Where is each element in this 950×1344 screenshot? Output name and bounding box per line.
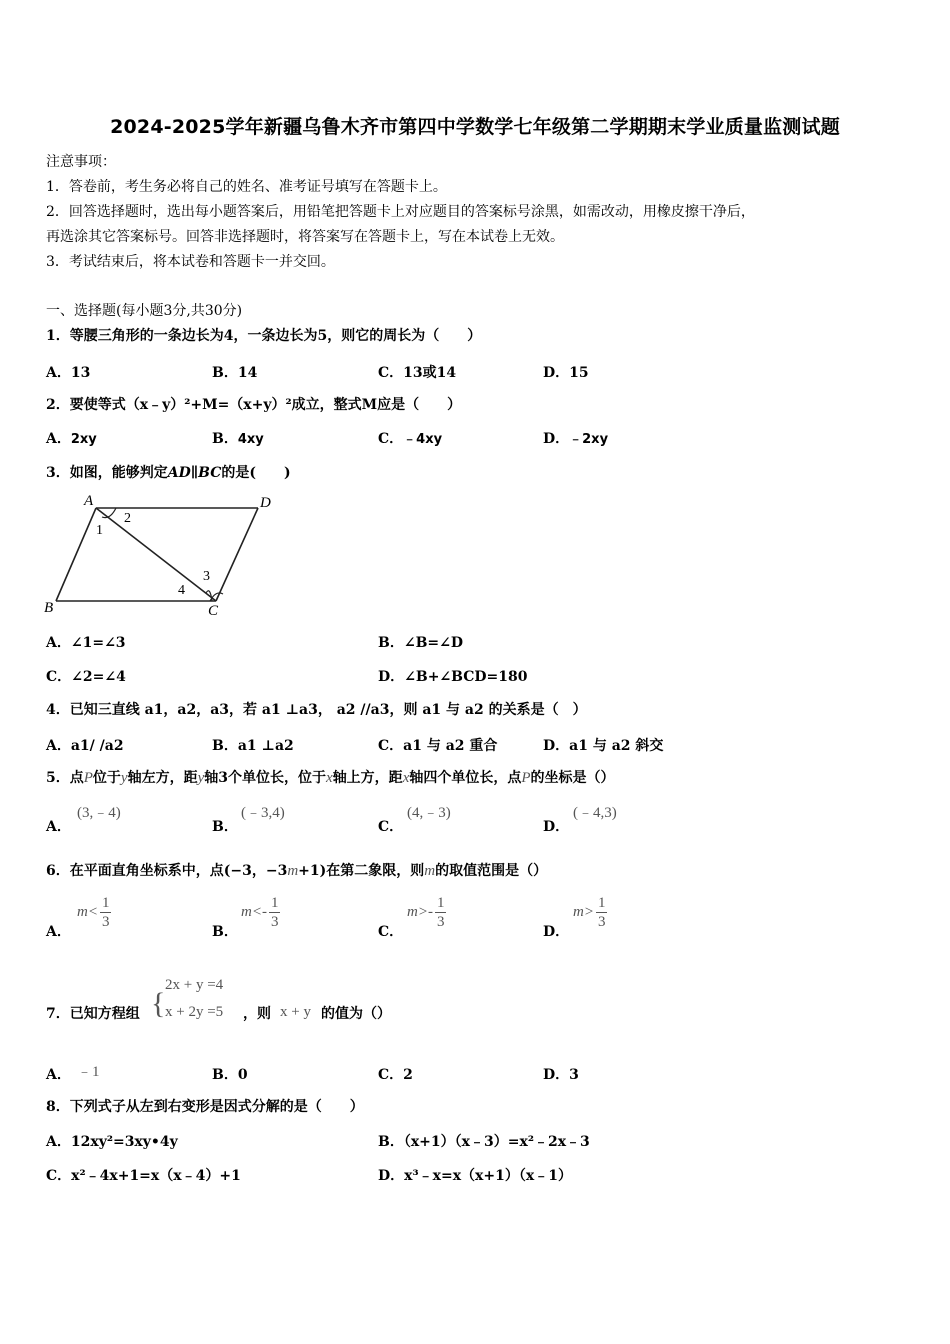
q2-option-d: ﹣2xy — [569, 432, 609, 447]
q6-stem — [46, 861, 547, 881]
q4-option-b: B．a1 ⊥a2 — [212, 738, 294, 754]
q1-option-b: B．14 — [212, 365, 258, 381]
q6-option-b-num: 1 — [270, 895, 279, 911]
fig-label-b: B — [44, 600, 54, 616]
fig-label-d: D — [260, 495, 271, 511]
q6-option-c-num: 1 — [436, 895, 445, 911]
notice-item-1: 1．答卷前，考生务必将自己的姓名、准考证号填写在答题卡上。 — [46, 179, 447, 195]
q2-option-a-label: A． — [46, 431, 71, 447]
q8-stem: 8．下列式子从左到右变形是因式分解的是（ ） — [46, 1099, 364, 1115]
q6-option-b-den: 3 — [270, 914, 279, 930]
q6-var-m: m — [287, 863, 299, 879]
q3-figure — [40, 490, 280, 620]
q7-brace: { — [151, 987, 166, 1020]
q7-option-c: C．2 — [378, 1067, 413, 1083]
q2-stem: 2．要使等式（x﹣y）²+M=（x+y）²成立，整式M应是（ ） — [46, 397, 462, 413]
q6-stem-part-2: +1)在第二象限，则 — [298, 863, 425, 879]
q2-option-c-label: C． — [378, 431, 404, 447]
fig-side-ab — [56, 508, 96, 601]
q7-option-d: D．3 — [543, 1067, 579, 1083]
q8-option-c: C．x²﹣4x+1=x（x﹣4）+1 — [46, 1168, 241, 1184]
fig-angle-2: 2 — [124, 511, 131, 526]
q6-option-d-den: 3 — [597, 914, 606, 930]
q1-option-d: D．15 — [543, 365, 589, 381]
notice-heading: 注意事项： — [46, 154, 116, 170]
q6-var-m-2: m — [424, 863, 436, 879]
fig-angle-3: 3 — [203, 569, 210, 584]
q1-option-a: A．13 — [46, 365, 91, 381]
q2-option-b-label: B． — [212, 431, 238, 447]
q3-stem-relation: AD∥BC — [167, 465, 222, 481]
q3-option-a: A．∠1=∠3 — [46, 635, 126, 651]
q6-option-b-rel: m<- — [241, 904, 267, 920]
q5-var-x-2: x — [402, 770, 410, 786]
q4-stem: 4．已知三直线 a1，a2，a3，若 a1 ⊥a3， a2 //a3，则 a1 与 a2 的关系是（ ） — [46, 702, 587, 718]
q7-equation-1: 2x + y =4 — [165, 977, 224, 993]
q6-option-c-rel: m>- — [407, 904, 433, 920]
fig-diagonal-ac — [96, 508, 216, 601]
fig-label-c: C — [208, 603, 219, 619]
q6-option-d-rel: m> — [573, 904, 594, 920]
q5-stem-part-2: 位于 — [92, 770, 121, 786]
q6-option-d-num: 1 — [597, 895, 606, 911]
q6-option-b-label: B． — [212, 924, 238, 940]
q5-option-d-label: D． — [543, 819, 570, 835]
q1-stem: 1．等腰三角形的一条边长为4，一条边长为5，则它的周长为（ ） — [46, 328, 482, 344]
q7-stem-part-2: ，则 — [243, 1006, 271, 1022]
q5-stem-part-7: 的坐标是（） — [530, 770, 615, 786]
q6-option-c-label: C． — [378, 924, 404, 940]
q5-option-b: (﹣3,4) — [241, 805, 285, 821]
page-title: 2024-2025学年新疆乌鲁木齐市第四中学数学七年级第二学期期末学业质量监测试题 — [110, 116, 840, 138]
fig-label-a: A — [84, 493, 94, 509]
q5-stem-part-3: 轴左方，距 — [127, 770, 198, 786]
q5-stem-part-6: 轴四个单位长，点 — [409, 770, 522, 786]
notice-item-2a: 2．回答选择题时，选出每小题答案后，用铅笔把答题卡上对应题目的答案标号涂黑，如需改动，用橡皮擦干净后， — [46, 204, 755, 220]
q5-stem-part-5: 轴上方，距 — [332, 770, 403, 786]
q3-stem-start: 3．如图，能够判定 — [46, 465, 168, 481]
q3-stem-end: 的是( ) — [221, 465, 291, 481]
q3-stem — [46, 463, 291, 483]
q5-var-y: y — [120, 770, 128, 786]
q6-option-a-num: 1 — [101, 895, 110, 911]
fig-arc-1 — [102, 508, 116, 518]
fig-angle-1: 1 — [96, 523, 103, 538]
q3-option-b: B．∠B=∠D — [378, 635, 463, 651]
q2-option-b: 4xy — [237, 432, 264, 447]
q7-equation-2: x + 2y =5 — [165, 1004, 224, 1020]
q6-option-c-den: 3 — [436, 914, 445, 930]
q6-stem-part-3: 的取值范围是（） — [435, 863, 548, 879]
q3-option-d: D．∠B+∠BCD=180 — [378, 669, 528, 685]
q5-var-p: P — [83, 770, 93, 786]
q5-var-x: x — [326, 770, 333, 786]
q2-option-a: 2xy — [70, 432, 97, 447]
q6-option-b-fraction — [269, 894, 281, 931]
q8-option-b: B．（x+1）（x﹣3）=x²﹣2x﹣3 — [378, 1134, 590, 1150]
q6-option-b — [241, 894, 280, 931]
q8-option-a: A．12xy²=3xy•4y — [46, 1134, 178, 1150]
q1-option-c: C．13或14 — [378, 365, 457, 381]
q5-stem-part-4: 轴3个单位长，位于 — [204, 770, 327, 786]
q5-option-a-label: A． — [46, 819, 71, 835]
q8-option-d: D．x³﹣x=x（x+1）（x﹣1） — [378, 1168, 572, 1184]
q6-option-a-rel: m< — [77, 904, 98, 920]
q5-option-b-label: B． — [212, 819, 238, 835]
q5-option-c-label: C． — [378, 819, 404, 835]
fig-angle-4: 4 — [178, 583, 185, 598]
notice-item-3: 3．考试结束后，将本试卷和答题卡一并交回。 — [46, 254, 335, 270]
q5-stem-part-1: 5．点 — [46, 770, 84, 786]
q6-stem-part-1: 6．在平面直角坐标系中，点(−3，−3 — [46, 863, 288, 879]
q7-stem-part-1: 7．已知方程组 — [46, 1006, 140, 1022]
q7-option-a: ﹣1 — [77, 1064, 100, 1080]
q2-option-c: ﹣4xy — [403, 432, 443, 447]
notice-item-2b: 再选涂其它答案标号。回答非选择题时，将答案写在答题卡上，写在本试卷上无效。 — [46, 229, 564, 245]
section-heading: 一、选择题(每小题3分,共30分) — [46, 303, 243, 319]
q7-option-a-label: A． — [46, 1067, 71, 1083]
q5-var-y-2: y — [197, 770, 205, 786]
q6-option-a-fraction — [100, 894, 112, 931]
q6-option-a-den: 3 — [101, 914, 110, 930]
q5-option-d: (﹣4,3) — [573, 805, 617, 821]
q7-option-b: B．0 — [212, 1067, 248, 1083]
q6-option-c-fraction — [435, 894, 447, 931]
q4-option-a: A．a1/ /a2 — [46, 738, 124, 754]
q2-option-d-label: D． — [543, 431, 570, 447]
q7-stem-part-3: 的值为（） — [321, 1006, 391, 1022]
q5-var-p-2: P — [521, 770, 531, 786]
q6-option-d-fraction — [596, 894, 608, 931]
q3-option-c: C．∠2=∠4 — [46, 669, 126, 685]
fig-side-cd — [216, 508, 258, 601]
q7-expression: x + y — [280, 1004, 311, 1020]
q6-option-d-label: D． — [543, 924, 570, 940]
q6-option-a-label: A． — [46, 924, 71, 940]
q5-stem — [46, 768, 615, 788]
q4-option-c: C．a1 与 a2 重合 — [378, 738, 498, 754]
q6-option-c — [407, 894, 446, 931]
q6-option-d — [573, 894, 607, 931]
q5-option-a: (3,﹣4) — [77, 805, 121, 821]
q6-option-a — [77, 894, 111, 931]
q4-option-d: D．a1 与 a2 斜交 — [543, 738, 664, 754]
q5-option-c: (4,﹣3) — [407, 805, 451, 821]
